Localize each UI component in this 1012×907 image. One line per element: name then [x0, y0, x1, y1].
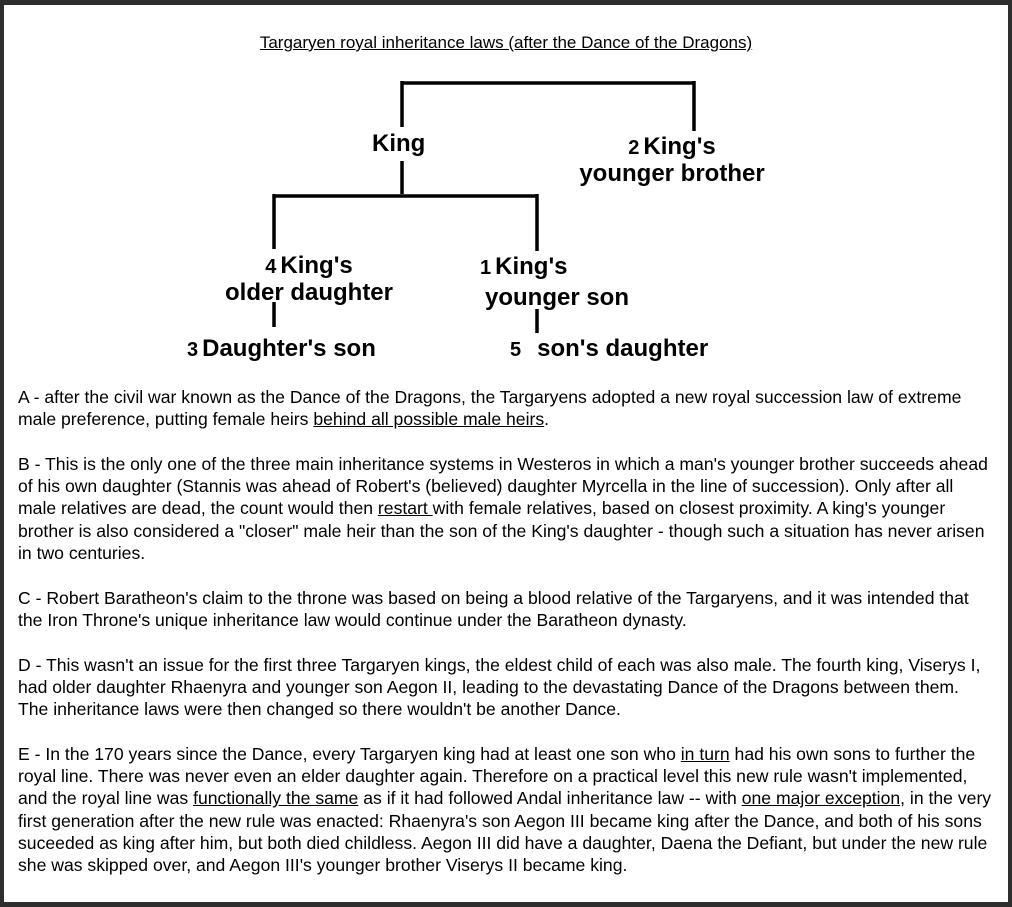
- note-a-text: A - after the civil war known as the Dance of the Dragons, the Targaryens adopted a new royal succession law of extreme male preference, putting female heirs: [18, 387, 962, 430]
- node-daughter-line1: King's: [280, 252, 353, 279]
- note-b-text-end: with female relatives, based on closest proximity. A king's younger brother is also considered a "closer" male heir than the son of the King's daughter - though such a situation has never arisen in two centuries.: [18, 498, 985, 564]
- node-king: [372, 131, 425, 157]
- note-e-underline-3: one major exception: [741, 788, 901, 809]
- rank-1: 1: [480, 257, 492, 279]
- note-e-text: E - In the 170 years since the Dance, every Targaryen king had at least one son who: [18, 743, 681, 764]
- node-brother-line1: King's: [643, 133, 716, 160]
- note-e-text-4: , in the very first generation after the new rule was enacted: Rhaenyra's son Aegon III became king after the Dance, and both of his sons suceeded as king after him, but both died childless. Aegon III did have a daughter, Daena the Defiant, but under the new rule she was skipped over, and Aegon III's younger brother Viserys II became king.: [18, 788, 992, 876]
- note-e-text-2: had his own sons to further the royal line. There was never even an elder daughter again. Therefore on a practical level this new rule wasn't implemented, and the royal line was: [18, 743, 976, 809]
- note-c-text: C - Robert Baratheon's claim to the throne was based on being a blood relative of the Targaryens, and it was intended that the Iron Throne's unique inheritance law would continue under the Baratheon dynasty.: [18, 587, 969, 630]
- note-e-underline-2: functionally the same: [193, 788, 359, 809]
- node-king-older-daughter: [216, 253, 402, 306]
- note-e-underline-1: in turn: [680, 743, 730, 764]
- node-son-line2: younger son: [484, 284, 629, 311]
- node-son-line1: King's: [495, 253, 568, 280]
- note-a-underline: behind all possible male heirs: [313, 409, 545, 430]
- note-b: [18, 453, 993, 564]
- notes: [18, 386, 993, 899]
- node-king-younger-brother: [570, 134, 774, 187]
- rank-2: 2: [628, 137, 640, 159]
- page-title: Targaryen royal inheritance laws (after the Dance of the Dragons): [259, 33, 753, 52]
- family-tree-lines: [4, 5, 1012, 385]
- note-a-text-end: .: [544, 409, 550, 430]
- node-daughters-son: [187, 336, 376, 363]
- note-a: [18, 386, 993, 431]
- note-c: [18, 587, 993, 632]
- node-grandson-label: Daughter's son: [202, 335, 376, 362]
- note-b-underline: restart: [377, 498, 433, 519]
- note-d-text: D - This wasn't an issue for the first three Targaryen kings, the eldest child of each was also male. The fourth king, Viserys I, had older daughter Rhaenyra and younger son Aegon II, leading to the devastating Dance of the Dragons between them. The inheritance laws were then changed so there wouldn't be another Dance.: [18, 654, 981, 720]
- node-granddaughter-label: son's daughter: [537, 335, 709, 362]
- note-b-text: B - This is the only one of the three main inheritance systems in Westeros in which a man's younger brother succeeds ahead of his own daughter (Stannis was ahead of Robert's (believed) daughter Myrcella in the line of succession). Only after all male relatives are dead, the count would then: [18, 453, 988, 519]
- node-king-younger-son: [476, 254, 638, 311]
- node-king-label: King: [372, 130, 426, 157]
- rank-3: 3: [187, 339, 199, 361]
- rank-4: 4: [265, 256, 277, 278]
- note-e-text-3: as if it had followed Andal inheritance law -- with: [358, 788, 742, 809]
- note-e: [18, 743, 993, 877]
- node-daughter-line2: older daughter: [224, 279, 393, 306]
- rank-5: 5: [510, 339, 522, 361]
- node-brother-line2: younger brother: [579, 160, 765, 187]
- node-sons-daughter: [510, 336, 708, 363]
- note-d: [18, 654, 993, 721]
